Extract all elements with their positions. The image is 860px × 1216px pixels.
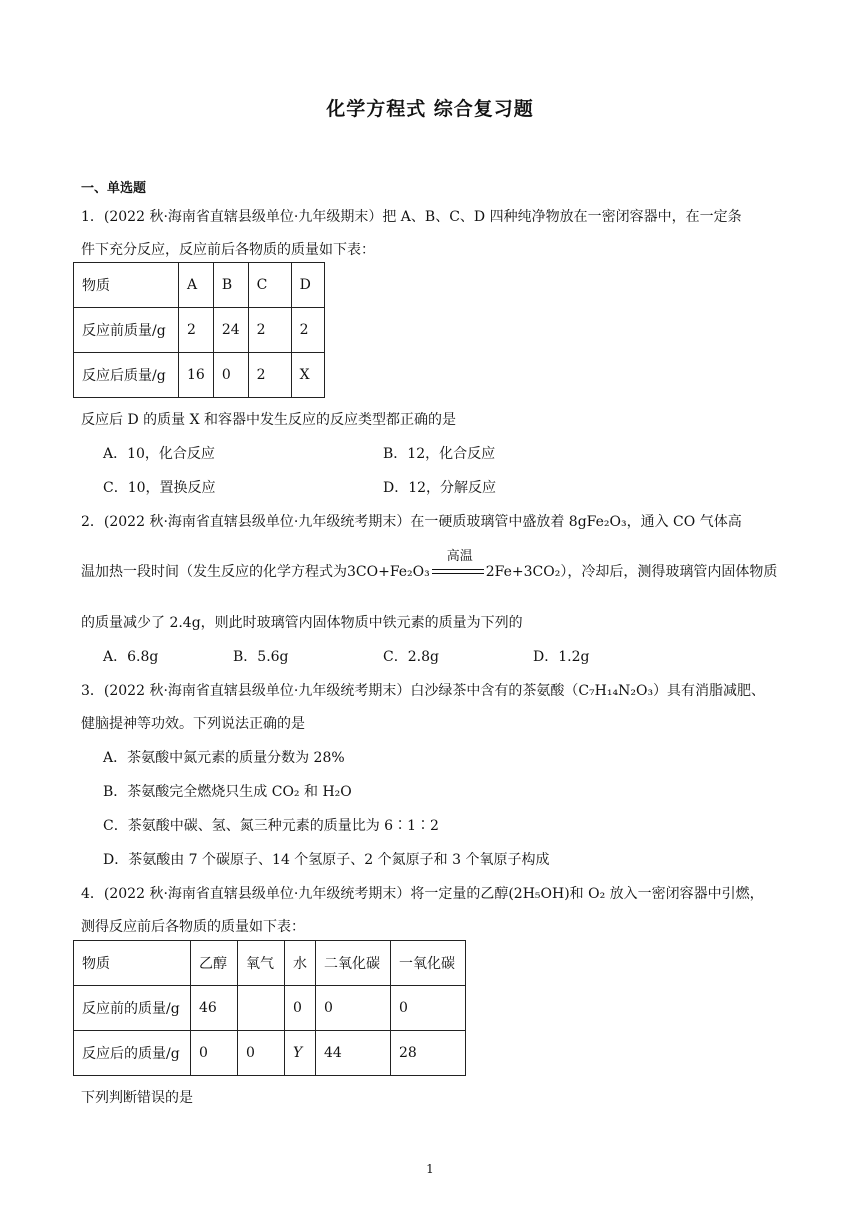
table-cell: 一氧化碳 [391, 941, 466, 986]
q2-line1: 2．(2022 秋·海南省直辖县级单位·九年级统考期末）在一硬质玻璃管中盛放着 8gFe₂O₃，通入 CO 气体高 [81, 514, 742, 530]
equation-left: 3CO+Fe₂O₃ [347, 564, 430, 580]
table-cell: Y [285, 1031, 316, 1076]
equation-condition: 高温 [446, 549, 473, 564]
table-row [74, 308, 325, 353]
table-cell: 2 [248, 308, 291, 353]
table-cell: 0 [285, 986, 316, 1031]
q1-option-b[interactable]: B．12，化合反应 [383, 446, 496, 462]
table-cell: 物质 [74, 941, 191, 986]
q1-line1: 1．(2022 秋·海南省直辖县级单位·九年级期末）把 A、B、C、D 四种纯净物放在一密闭容器中，在一定条 [81, 209, 742, 225]
table-row [74, 941, 466, 986]
table-cell: 0 [316, 986, 391, 1031]
table-cell [238, 986, 285, 1031]
table-cell: 24 [213, 308, 248, 353]
table-cell: 乙醇 [191, 941, 238, 986]
table-cell: X [291, 353, 324, 398]
q2-option-d[interactable]: D．1.2g [533, 649, 590, 665]
table-cell: 0 [238, 1031, 285, 1076]
q2-line2-post: ），冷却后，测得玻璃管内固体物质 [560, 564, 778, 580]
table-cell: 物质 [74, 263, 179, 308]
table-cell: 0 [213, 353, 248, 398]
table-cell: 16 [179, 353, 214, 398]
q1-stem: 反应后 D 的质量 X 和容器中发生反应的反应类型都正确的是 [81, 412, 456, 428]
table-cell: 44 [316, 1031, 391, 1076]
q2-option-b[interactable]: B．5.6g [233, 649, 289, 665]
table-cell: 2 [248, 353, 291, 398]
q3-option-d[interactable]: D．茶氨酸由 7 个碳原子、14 个氢原子、2 个氮原子和 3 个氧原子构成 [103, 852, 550, 868]
q1-table [73, 262, 325, 398]
q3-option-a[interactable]: A．茶氨酸中氮元素的质量分数为 28% [103, 750, 345, 766]
table-cell: A [179, 263, 214, 308]
table-cell: 氧气 [238, 941, 285, 986]
q3-line1: 3．(2022 秋·海南省直辖县级单位·九年级统考期末）白沙绿茶中含有的茶氨酸（C₇H₁₄N₂O₃）具有消脂减肥、 [81, 683, 766, 699]
table-cell: 2 [179, 308, 214, 353]
table-row [74, 1031, 466, 1076]
table-cell: 二氧化碳 [316, 941, 391, 986]
table-cell: 0 [191, 1031, 238, 1076]
table-cell: D [291, 263, 324, 308]
page-title: 化学方程式 综合复习题 [326, 98, 534, 120]
chemical-equation [347, 549, 561, 580]
section-heading: 一、单选题 [81, 181, 147, 196]
q2-line2-pre: 温加热一段时间（发生反应的化学方程式为 [81, 564, 347, 580]
q1-option-d[interactable]: D．12，分解反应 [383, 480, 497, 496]
table-cell: 反应前的质量/g [74, 986, 191, 1031]
q4-stem: 下列判断错误的是 [81, 1090, 193, 1106]
table-cell: 水 [285, 941, 316, 986]
q3-option-c[interactable]: C．茶氨酸中碳、氢、氮三种元素的质量比为 6∶1∶2 [103, 818, 439, 834]
q1-option-a[interactable]: A．10，化合反应 [103, 446, 215, 462]
q1-line2: 件下充分反应，反应前后各物质的质量如下表： [81, 242, 375, 258]
table-cell: 28 [391, 1031, 466, 1076]
table-cell: 反应后质量/g [74, 353, 179, 398]
equation-arrow [432, 549, 484, 577]
table-cell: 46 [191, 986, 238, 1031]
table-row [74, 353, 325, 398]
table-row [74, 986, 466, 1031]
table-cell: B [213, 263, 248, 308]
q1-option-c[interactable]: C．10，置换反应 [103, 480, 216, 496]
table-row [74, 263, 325, 308]
q3-option-b[interactable]: B．茶氨酸完全燃烧只生成 CO₂ 和 H₂O [103, 784, 352, 800]
q3-line2: 健脑提神等功效。下列说法正确的是 [81, 716, 305, 732]
equation-right: 2Fe+3CO₂ [485, 564, 561, 580]
q2-option-c[interactable]: C．2.8g [383, 649, 439, 665]
page-number: 1 [426, 1162, 434, 1176]
q2-option-a[interactable]: A．6.8g [103, 649, 159, 665]
table-cell: 反应后的质量/g [74, 1031, 191, 1076]
q4-line2: 测得反应前后各物质的质量如下表： [81, 919, 305, 935]
q4-table [73, 940, 466, 1076]
table-cell: 2 [291, 308, 324, 353]
table-cell: 0 [391, 986, 466, 1031]
q2-line3: 的质量减少了 2.4g，则此时玻璃管内固体物质中铁元素的质量为下列的 [81, 615, 523, 631]
table-cell: C [248, 263, 291, 308]
q2-line2 [81, 549, 778, 581]
table-cell: 反应前质量/g [74, 308, 179, 353]
q4-line1: 4．(2022 秋·海南省直辖县级单位·九年级统考期末）将一定量的乙醇(2H₅OH)和 O₂ 放入一密闭容器中引燃， [81, 886, 764, 902]
